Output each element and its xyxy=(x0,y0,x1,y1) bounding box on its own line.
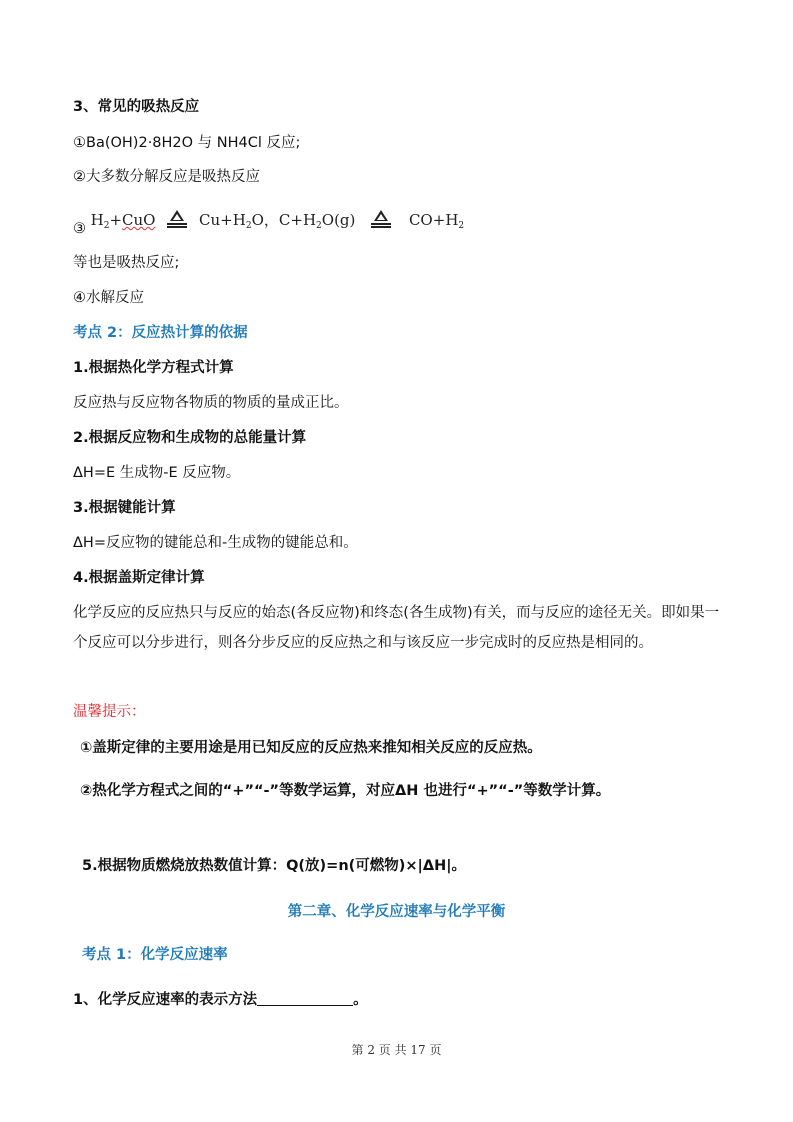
paragraph-1: 反应热与反应物各物质的物质的量成正比。 xyxy=(73,395,349,411)
list-item-2: ②大多数分解反应是吸热反应 xyxy=(73,169,260,185)
tip-label: 温馨提示： xyxy=(73,704,146,720)
list-item-3-tail: 等也是吸热反应; xyxy=(73,255,180,271)
tip-item-2: ②热化学方程式之间的“+”“-”等数学运算，对应ΔH 也进行“+”“-”等数学计算。 xyxy=(80,783,611,799)
paragraph-2: ΔH=E 生成物-E 反应物。 xyxy=(73,465,241,481)
paragraph-3: ΔH=反应物的键能总和-生成物的键能总和。 xyxy=(73,535,358,551)
heat-triangle-icon xyxy=(166,210,188,228)
subheading-1: 1.根据热化学方程式计算 xyxy=(73,360,234,376)
subheading-3: 3.根据键能计算 xyxy=(73,500,176,516)
chemical-equation: $H_2+CuO$ $Cu+H_2O$，$C+H_2O(g)$ $CO+H_2$ xyxy=(90,211,465,231)
list-item-4: ④水解反应 xyxy=(73,290,144,306)
kaodian-2-title: 考点 2：反应热计算的依据 xyxy=(73,325,248,341)
answer-blank xyxy=(257,991,353,1006)
heat-triangle-icon xyxy=(370,210,392,228)
paragraph-4: 化学反应的反应热只与反应的始态(各反应物)和终态(各生成物)有关，而与反应的途径无关。即如果一个反应可以分步进行，则各分步反应的反应热之和与该反应一步完成时的反应热是相同的。 xyxy=(73,605,720,651)
list-item-3-equation xyxy=(73,207,464,239)
tip-item-1: ①盖斯定律的主要用途是用已知反应的反应热来推知相关反应的反应热。 xyxy=(80,740,542,756)
kaodian-1-title: 考点 1：化学反应速率 xyxy=(82,947,228,963)
subheading-2: 2.根据反应物和生成物的总能量计算 xyxy=(73,430,307,446)
list-item-1: ①Ba(OH)2·8H2O 与 NH4Cl 反应; xyxy=(73,135,301,151)
question-1: 1、化学反应速率的表示方法 。 xyxy=(73,992,368,1008)
page-footer: 第 2 页 共 17 页 xyxy=(351,1043,442,1057)
section-heading-endothermic: 3、常见的吸热反应 xyxy=(73,99,200,115)
subheading-5: 5.根据物质燃烧放热数值计算：Q(放)=n(可燃物)×|ΔH|。 xyxy=(82,858,467,874)
circled-3-marker: ③ xyxy=(73,221,86,237)
chapter-title: 第二章、化学反应速率与化学平衡 xyxy=(287,904,506,920)
subheading-4: 4.根据盖斯定律计算 xyxy=(73,570,205,586)
